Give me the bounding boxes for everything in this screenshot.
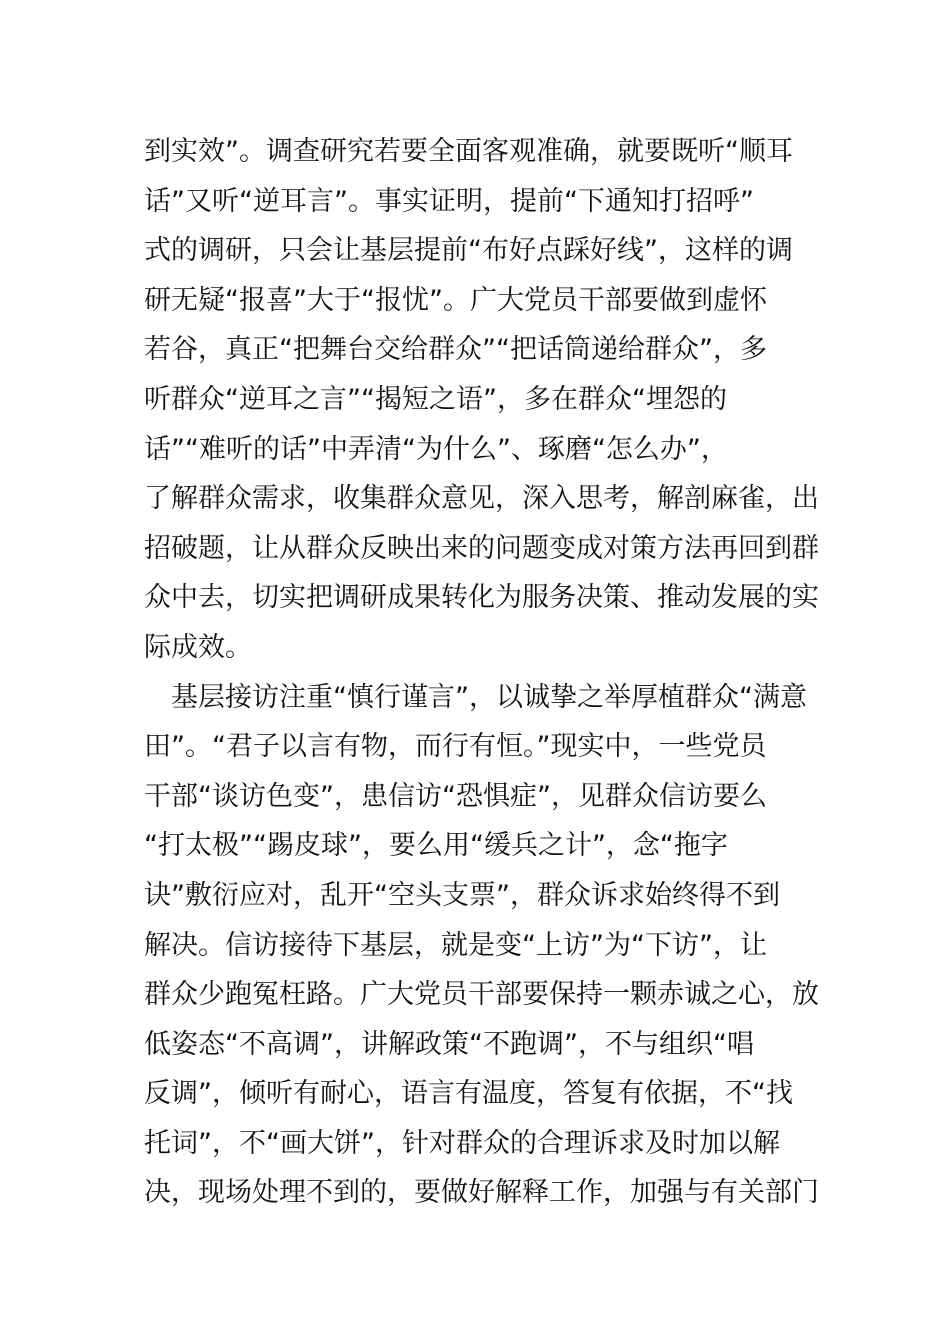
- text-line: 了解群众需求，收集群众意见，深入思考，解剖麻雀，出: [144, 483, 819, 515]
- text-line: 若谷，真正“把舞台交给群众”“把话筒递给群众”，多: [144, 334, 767, 366]
- text-line: 田”。“君子以言有物，而行有恒。”现实中，一些党员: [144, 731, 767, 763]
- paragraph-2: [144, 673, 824, 1219]
- text-line: 式的调研，只会让基层提前“布好点踩好线”，这样的调: [144, 235, 793, 267]
- text-line: 诀”敷衍应对，乱开“空头支票”，群众诉求始终得不到: [144, 879, 780, 911]
- text-line-first-indented: 基层接访注重“慎行谨言”，以诚挚之举厚植群众“满意: [171, 681, 807, 713]
- text-line: 反调”，倾听有耐心，语言有温度，答复有依据，不“找: [144, 1078, 793, 1110]
- text-line: 招破题，让从群众反映出来的问题变成对策方法再回到群: [144, 532, 819, 564]
- text-line: 际成效。: [144, 631, 252, 663]
- text-line: 决，现场处理不到的，要做好解释工作，加强与有关部门: [144, 1177, 819, 1209]
- text-line: 托词”，不“画大饼”，针对群众的合理诉求及时加以解: [144, 1127, 780, 1159]
- text-line: 话”“难听的话”中弄清“为什么”、琢磨“怎么办”，: [144, 433, 728, 465]
- text-line: 话”又听“逆耳言”。事实证明，提前“下通知打招呼”: [144, 185, 754, 217]
- text-line: 众中去，切实把调研成果转化为服务决策、推动发展的实: [144, 582, 819, 614]
- text-line: 低姿态“不高调”，讲解政策“不跑调”，不与组织“唱: [144, 1028, 754, 1060]
- text-line: “打太极”“踢皮球”，要么用“缓兵之计”，念“拖字: [144, 830, 728, 862]
- paragraph-1: [144, 127, 824, 673]
- text-line: 到实效”。调查研究若要全面客观准确，就要既听“顺耳: [144, 136, 793, 167]
- text-line: 干部“谈访色变”，患信访“恐惧症”，见群众信访要么: [144, 780, 767, 812]
- text-line: 听群众“逆耳之言”“揭短之语”，多在群众“埋怨的: [144, 383, 727, 415]
- body-text: [144, 127, 824, 1218]
- text-line: 研无疑“报喜”大于“报忧”。广大党员干部要做到虚怀: [144, 284, 767, 316]
- text-line: 群众少跑冤枉路。广大党员干部要保持一颗赤诚之心，放: [144, 979, 819, 1011]
- text-line: 解决。信访接待下基层，就是变“上访”为“下访”，让: [144, 929, 767, 961]
